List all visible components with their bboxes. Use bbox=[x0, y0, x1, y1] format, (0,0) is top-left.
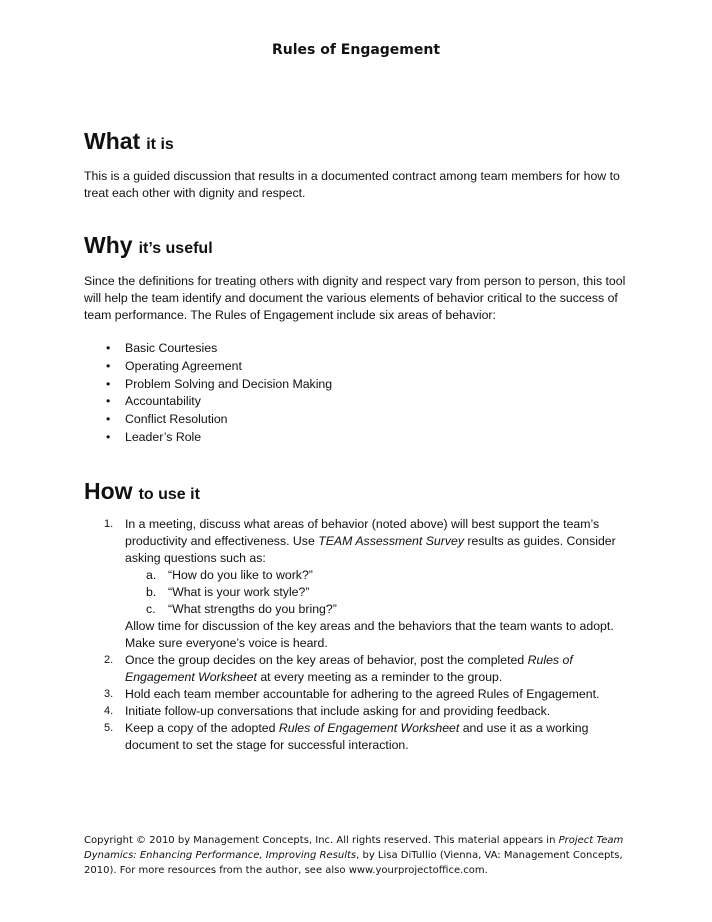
step-italic: Rules of Engagement Worksheet bbox=[278, 721, 460, 735]
list-item: • Leader’s Role bbox=[84, 429, 604, 447]
step-text-end: and use it as a working document to set the stage for successful interaction. bbox=[125, 721, 589, 752]
question-item bbox=[125, 567, 644, 584]
step-followup: Allow time for discussion of the key areas and the behaviors that the team wants to adopt. Make sure everyone’s voice is heard. bbox=[125, 619, 614, 650]
step-text: Initiate follow-up conversations that include asking for and providing feedback. bbox=[125, 704, 551, 718]
question-text: “What strengths do you bring?” bbox=[168, 602, 337, 616]
what-heading-small: it is bbox=[146, 136, 174, 153]
step-number: 4. bbox=[104, 705, 114, 717]
footer-text: Copyright © 2010 by Management Concepts, Inc. All rights reserved. This material appears in bbox=[84, 835, 559, 846]
step-text: Hold each team member accountable for adhering to the agreed Rules of Engagement. bbox=[125, 687, 600, 701]
footer-book-title: Project Team Dynamics: Enhancing Performance, Improving Results bbox=[84, 835, 624, 861]
step-number: 5. bbox=[104, 722, 114, 734]
step-item bbox=[84, 686, 644, 703]
list-item: • Operating Agreement bbox=[84, 358, 604, 376]
question-text: “How do you like to work?” bbox=[168, 568, 313, 582]
why-heading-small: it’s useful bbox=[138, 240, 213, 257]
document-title: Rules of Engagement bbox=[271, 42, 441, 58]
why-heading-big: Why bbox=[84, 232, 133, 258]
list-item: • Basic Courtesies bbox=[84, 340, 604, 358]
step-item bbox=[84, 703, 644, 720]
question-letter: c. bbox=[146, 602, 156, 616]
behavior-areas-list bbox=[84, 340, 604, 447]
what-heading-big: What bbox=[84, 128, 141, 154]
step-text: Keep a copy of the adopted bbox=[125, 721, 279, 735]
why-heading bbox=[84, 232, 213, 260]
copyright-footer bbox=[84, 833, 644, 878]
step-number: 1. bbox=[104, 518, 114, 530]
question-list bbox=[125, 567, 644, 618]
step-text: Once the group decides on the key areas of behavior, post the completed bbox=[125, 653, 528, 667]
how-steps-list bbox=[84, 516, 644, 754]
step-text-end: at every meeting as a reminder to the group. bbox=[256, 670, 503, 684]
footer-text-end: , by Lisa DiTullio (Vienna, VA: Management Concepts, 2010). For more resources from the author, see also www.yourprojectoffice.com. bbox=[84, 850, 623, 876]
question-item bbox=[125, 601, 644, 618]
list-item: • Problem Solving and Decision Making bbox=[84, 376, 604, 394]
step-italic: Rules of Engagement Worksheet bbox=[125, 653, 573, 684]
step-number: 3. bbox=[104, 688, 114, 700]
step-item bbox=[84, 652, 644, 686]
what-heading bbox=[84, 128, 174, 156]
how-heading-small: to use it bbox=[138, 486, 200, 503]
list-item: • Conflict Resolution bbox=[84, 411, 604, 429]
how-heading bbox=[84, 478, 200, 506]
step-text: In a meeting, discuss what areas of behavior (noted above) will best support the team’s productivity and effectiveness. Use bbox=[125, 517, 600, 548]
list-item: • Accountability bbox=[84, 393, 604, 411]
question-item bbox=[125, 584, 644, 601]
question-letter: a. bbox=[146, 568, 157, 582]
question-letter: b. bbox=[146, 585, 157, 599]
step-italic: TEAM Assessment Survey bbox=[318, 534, 464, 548]
step-item bbox=[84, 516, 644, 652]
step-item bbox=[84, 720, 644, 754]
what-body: This is a guided discussion that results in a documented contract among team members for how to treat each other with dignity and respect. bbox=[84, 169, 620, 200]
why-body: Since the definitions for treating others with dignity and respect vary from person to person, this tool will help the team identify and document the various elements of behavior critical to the success of team performance. The Rules of Engagement include six areas of behavior: bbox=[84, 274, 626, 322]
step-number: 2. bbox=[104, 654, 114, 666]
how-heading-big: How bbox=[84, 478, 133, 504]
question-text: “What is your work style?” bbox=[168, 585, 310, 599]
step-text-end: results as guides. Consider asking questions such as: bbox=[125, 534, 616, 565]
